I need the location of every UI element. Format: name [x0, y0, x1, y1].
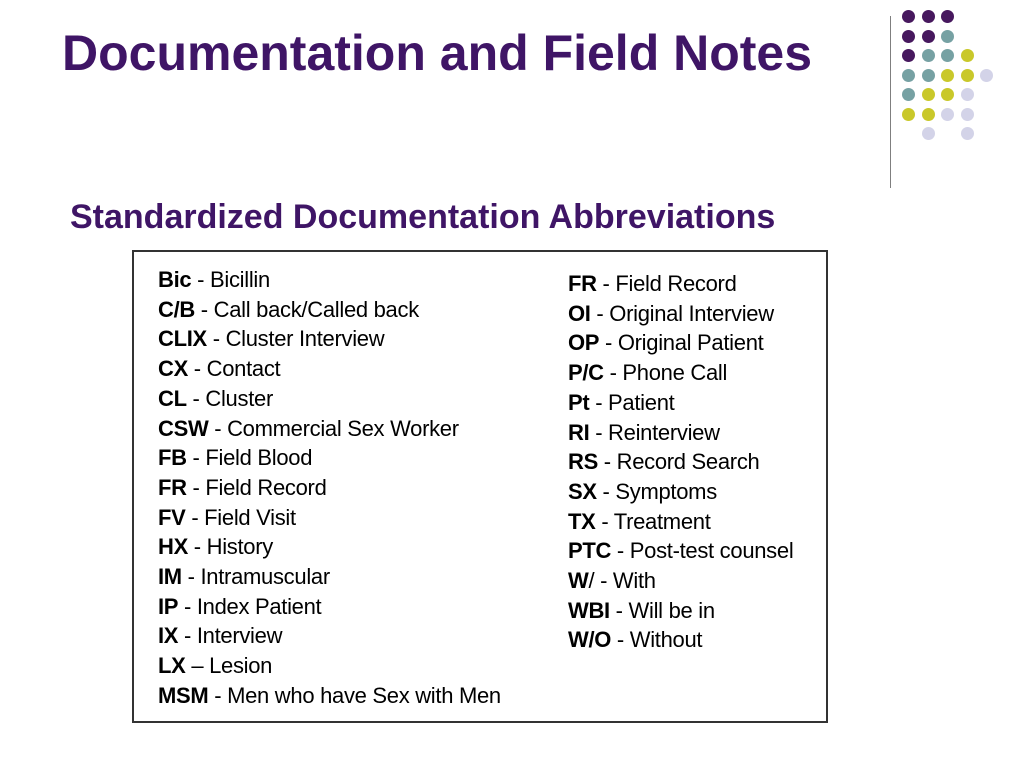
- decorative-dot: [922, 49, 935, 62]
- abbreviation-meaning: - Record Search: [597, 449, 760, 475]
- decorative-dot: [922, 88, 935, 101]
- title-divider-line: [890, 16, 891, 188]
- abbreviation-meaning: - Field Visit: [185, 504, 296, 530]
- abbreviation-entry: [568, 536, 793, 566]
- abbreviation-code: Bic: [158, 267, 192, 292]
- abbreviation-entry: [568, 596, 793, 626]
- abbreviation-entry: [568, 418, 793, 448]
- decorative-dot: [902, 69, 915, 82]
- abbreviation-code: W/O: [568, 627, 612, 653]
- decorative-dot: [922, 127, 935, 140]
- abbreviation-meaning: - Field Record: [596, 271, 737, 296]
- abbreviation-meaning: - Reinterview: [589, 419, 720, 445]
- abbreviation-meaning: - Interview: [178, 623, 283, 649]
- abbreviation-code: IP: [158, 593, 179, 619]
- abbreviation-code: RS: [568, 449, 598, 475]
- decorative-dot: [902, 88, 915, 101]
- abbreviation-meaning: - Men who have Sex with Men: [208, 682, 501, 708]
- decorative-dot: [902, 49, 915, 62]
- decorative-dot: [941, 88, 954, 101]
- abbreviation-entry: [568, 358, 793, 388]
- decorative-dot: [922, 30, 935, 43]
- abbreviation-entry: [568, 477, 793, 507]
- abbreviation-entry: [568, 388, 793, 418]
- abbreviation-meaning: - Cluster: [186, 385, 273, 411]
- abbreviation-code: CL: [158, 385, 187, 411]
- abbreviation-meaning: - Field Blood: [186, 445, 313, 471]
- abbreviation-code: OP: [568, 330, 600, 356]
- abbreviation-entry: [568, 566, 793, 596]
- abbreviation-code: HX: [158, 534, 188, 560]
- abbreviations-right-column: [568, 269, 793, 655]
- abbreviation-entry: [158, 384, 501, 414]
- abbreviation-entry: [568, 625, 793, 655]
- decorative-dot: [902, 30, 915, 43]
- abbreviation-entry: [158, 681, 501, 711]
- decorative-dot: [902, 10, 915, 23]
- abbreviation-meaning: - History: [187, 534, 273, 560]
- abbreviation-code: RI: [568, 419, 590, 445]
- abbreviation-entry: [158, 532, 501, 562]
- abbreviation-meaning: - Will be in: [609, 597, 715, 623]
- decorative-dot: [922, 108, 935, 121]
- abbreviation-entry: [158, 562, 501, 592]
- decorative-dot: [941, 30, 954, 43]
- abbreviation-meaning: - Contact: [187, 356, 281, 382]
- abbreviation-meaning: – Lesion: [185, 653, 273, 679]
- abbreviation-code: LX: [158, 653, 186, 679]
- abbreviation-code: WBI: [568, 597, 610, 623]
- abbreviation-meaning: - Original Patient: [599, 330, 764, 356]
- slide-title: Documentation and Field Notes: [62, 25, 813, 81]
- abbreviation-meaning: - Post-test counsel: [611, 538, 794, 564]
- abbreviation-code: FR: [158, 474, 187, 500]
- abbreviation-code: MSM: [158, 682, 209, 708]
- abbreviation-entry: [568, 269, 793, 299]
- abbreviation-code: FR: [568, 271, 597, 296]
- abbreviation-meaning: - Call back/Called back: [195, 296, 419, 322]
- abbreviation-code: PTC: [568, 538, 612, 564]
- abbreviation-meaning: - Patient: [589, 389, 675, 415]
- abbreviation-meaning: - Field Record: [186, 474, 327, 500]
- abbreviation-code: TX: [568, 508, 596, 534]
- abbreviation-meaning: - Without: [611, 627, 703, 653]
- abbreviation-entry: [158, 621, 501, 651]
- abbreviation-entry: [568, 299, 793, 329]
- decorative-dot: [961, 108, 974, 121]
- abbreviation-meaning: - Index Patient: [178, 593, 322, 619]
- abbreviation-code: W: [568, 568, 589, 594]
- abbreviation-code: IM: [158, 564, 182, 590]
- abbreviation-entry: [158, 324, 501, 354]
- slide-subtitle: Standardized Documentation Abbreviations: [70, 198, 776, 236]
- abbreviation-code: CX: [158, 356, 188, 382]
- abbreviation-entry: [158, 443, 501, 473]
- abbreviation-meaning: - Original Interview: [590, 300, 774, 326]
- abbreviation-entry: [158, 503, 501, 533]
- abbreviations-box: [132, 250, 828, 723]
- abbreviations-left-column: [158, 265, 501, 711]
- abbreviation-meaning: - Commercial Sex Worker: [208, 415, 459, 441]
- abbreviation-code: C/B: [158, 296, 195, 322]
- abbreviation-entry: [568, 507, 793, 537]
- abbreviation-entry: [158, 265, 501, 295]
- abbreviation-code: P/C: [568, 360, 604, 386]
- abbreviation-entry: [158, 473, 501, 503]
- decorative-dot: [941, 10, 954, 23]
- abbreviation-meaning: - Cluster Interview: [206, 326, 385, 352]
- abbreviation-entry: [158, 651, 501, 681]
- abbreviation-code: CLIX: [158, 326, 207, 352]
- decorative-dot: [980, 69, 993, 82]
- abbreviation-code: SX: [568, 478, 597, 504]
- abbreviation-code: Pt: [568, 389, 590, 415]
- decorative-dot: [961, 88, 974, 101]
- abbreviation-meaning: / - With: [588, 568, 656, 594]
- decorative-dot: [961, 127, 974, 140]
- abbreviation-entry: [158, 592, 501, 622]
- abbreviation-meaning: - Treatment: [595, 508, 711, 534]
- decorative-dot-grid: [902, 10, 1002, 170]
- decorative-dot: [902, 108, 915, 121]
- abbreviation-entry: [568, 447, 793, 477]
- abbreviation-code: OI: [568, 300, 591, 326]
- decorative-dot: [922, 10, 935, 23]
- abbreviation-entry: [568, 328, 793, 358]
- decorative-dot: [961, 69, 974, 82]
- abbreviation-meaning: - Intramuscular: [181, 564, 330, 590]
- decorative-dot: [941, 49, 954, 62]
- decorative-dot: [922, 69, 935, 82]
- decorative-dot: [941, 108, 954, 121]
- abbreviation-meaning: - Symptoms: [596, 478, 717, 504]
- abbreviation-code: FB: [158, 445, 187, 471]
- abbreviation-entry: [158, 354, 501, 384]
- abbreviation-meaning: - Bicillin: [191, 267, 270, 292]
- decorative-dot: [941, 69, 954, 82]
- abbreviation-meaning: - Phone Call: [603, 360, 728, 386]
- abbreviation-entry: [158, 414, 501, 444]
- abbreviation-code: FV: [158, 504, 186, 530]
- abbreviation-code: CSW: [158, 415, 209, 441]
- decorative-dot: [961, 49, 974, 62]
- abbreviation-code: IX: [158, 623, 179, 649]
- abbreviation-entry: [158, 295, 501, 325]
